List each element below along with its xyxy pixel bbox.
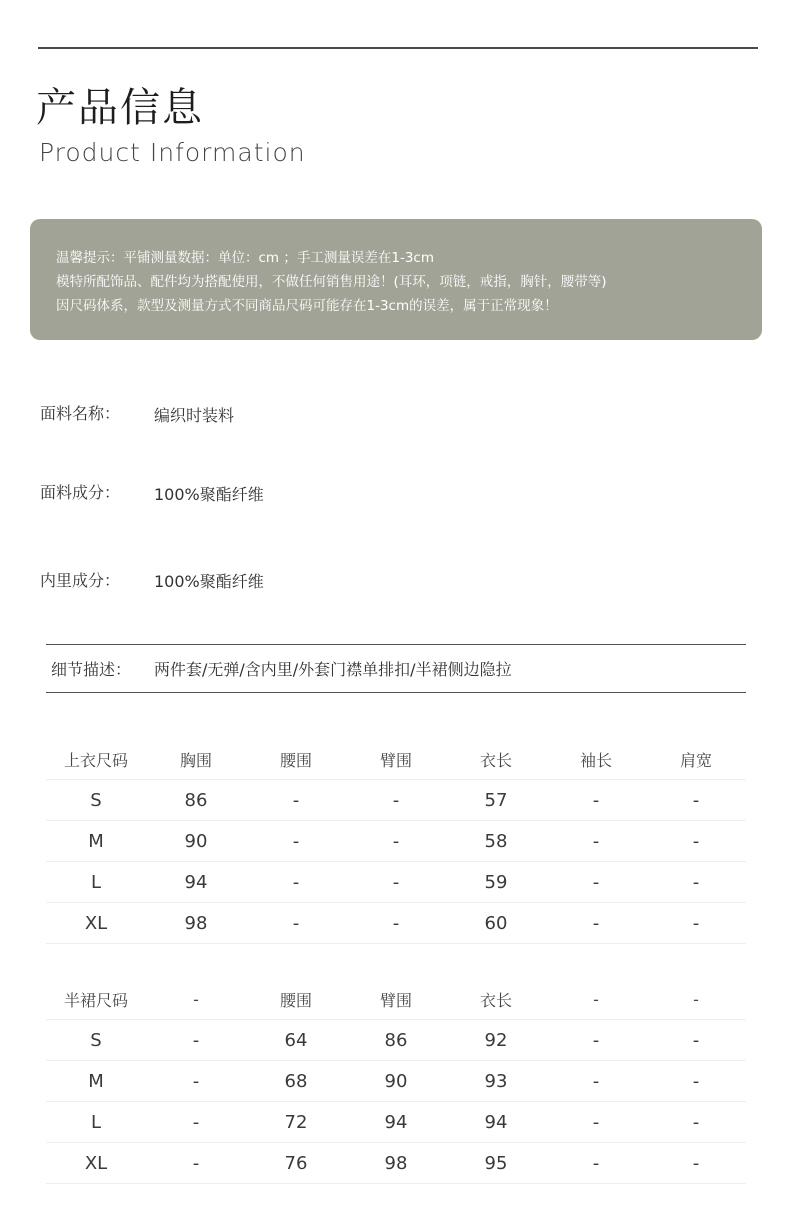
table-header-row (46, 739, 746, 780)
table-cell: - (146, 1061, 246, 1102)
table-cell: - (546, 1020, 646, 1061)
table-cell: M (46, 1061, 146, 1102)
table-cell: 98 (146, 903, 246, 944)
table-row (46, 1061, 746, 1102)
skirt-size-table (46, 979, 746, 1184)
detail-value: 两件套/无弹/含内里/外套门襟单排扣/半裙侧边隐拉 (154, 660, 512, 679)
table-cell: - (546, 821, 646, 862)
table-row (46, 862, 746, 903)
header-cell: - (546, 979, 646, 1020)
table-cell: L (46, 1102, 146, 1143)
header-cell: 腰围 (246, 739, 346, 780)
table-cell: M (46, 821, 146, 862)
notice-box (30, 219, 762, 340)
table-row (46, 1143, 746, 1184)
header-cell: 衣长 (446, 739, 546, 780)
table-cell: 95 (446, 1143, 546, 1184)
table-cell: - (546, 862, 646, 903)
table-cell: 60 (446, 903, 546, 944)
fabric-composition-label: 面料成分： (40, 483, 121, 502)
table-cell: 76 (246, 1143, 346, 1184)
table-cell: 86 (346, 1020, 446, 1061)
header-cell: - (646, 979, 746, 1020)
header-cell: 半裙尺码 (46, 979, 146, 1020)
table-cell: 94 (446, 1102, 546, 1143)
header-cell: 袖长 (546, 739, 646, 780)
lining-composition-label: 内里成分： (40, 571, 121, 590)
table-cell: - (246, 862, 346, 903)
table-cell: 93 (446, 1061, 546, 1102)
table-cell: 64 (246, 1020, 346, 1061)
header-cell: 胸围 (146, 739, 246, 780)
table-cell: - (346, 903, 446, 944)
table-cell: - (646, 862, 746, 903)
table-cell: 98 (346, 1143, 446, 1184)
detail-bottom-divider (46, 692, 746, 693)
table-cell: 68 (246, 1061, 346, 1102)
table-cell: 90 (346, 1061, 446, 1102)
table-cell: - (646, 1061, 746, 1102)
table-cell: - (646, 903, 746, 944)
table-row (46, 821, 746, 862)
table-cell: 72 (246, 1102, 346, 1143)
detail-top-divider (46, 644, 746, 645)
table-cell: - (546, 903, 646, 944)
table-cell: - (546, 1143, 646, 1184)
table-cell: - (346, 862, 446, 903)
top-divider (38, 47, 758, 49)
table-cell: - (146, 1020, 246, 1061)
table-cell: - (546, 1061, 646, 1102)
table-cell: 58 (446, 821, 546, 862)
table-cell: - (246, 903, 346, 944)
notice-line: 模特所配饰品、配件均为搭配使用，不做任何销售用途！(耳环，项链，戒指，胸针，腰带等) (56, 274, 607, 290)
table-row (46, 780, 746, 821)
header-cell: 衣长 (446, 979, 546, 1020)
fabric-composition-value: 100%聚酯纤维 (154, 485, 264, 504)
header-cell: 臂围 (346, 979, 446, 1020)
table-cell: S (46, 780, 146, 821)
table-cell: - (646, 821, 746, 862)
page-subtitle: Product Information (39, 138, 306, 167)
table-cell: 57 (446, 780, 546, 821)
table-cell: 94 (146, 862, 246, 903)
lining-composition-value: 100%聚酯纤维 (154, 572, 264, 591)
table-cell: - (546, 780, 646, 821)
table-cell: - (346, 821, 446, 862)
table-cell: 92 (446, 1020, 546, 1061)
table-cell: - (246, 780, 346, 821)
table-cell: L (46, 862, 146, 903)
detail-label: 细节描述： (51, 660, 132, 679)
table-cell: - (346, 780, 446, 821)
header-cell: 上衣尺码 (46, 739, 146, 780)
table-cell: - (646, 1102, 746, 1143)
table-cell: - (146, 1102, 246, 1143)
header-cell: 臂围 (346, 739, 446, 780)
table-cell: 59 (446, 862, 546, 903)
table-row (46, 1102, 746, 1143)
table-row (46, 1020, 746, 1061)
header-cell: 腰围 (246, 979, 346, 1020)
table-cell: 86 (146, 780, 246, 821)
table-cell: S (46, 1020, 146, 1061)
table-cell: 90 (146, 821, 246, 862)
notice-line: 温馨提示：平铺测量数据：单位：cm ；手工测量误差在1-3cm (56, 250, 434, 266)
table-cell: 94 (346, 1102, 446, 1143)
fabric-name-label: 面料名称： (40, 404, 121, 423)
table-row (46, 903, 746, 944)
notice-line: 因尺码体系，款型及测量方式不同商品尺码可能存在1-3cm的误差，属于正常现象！ (56, 298, 558, 314)
table-cell: - (646, 1020, 746, 1061)
table-cell: - (646, 1143, 746, 1184)
table-cell: - (146, 1143, 246, 1184)
table-cell: XL (46, 1143, 146, 1184)
fabric-name-value: 编织时装料 (154, 406, 235, 425)
top-size-table (46, 739, 746, 944)
header-cell: - (146, 979, 246, 1020)
header-cell: 肩宽 (646, 739, 746, 780)
table-header-row (46, 979, 746, 1020)
table-cell: - (646, 780, 746, 821)
page-title: 产品信息 (36, 85, 204, 131)
table-cell: - (546, 1102, 646, 1143)
table-cell: XL (46, 903, 146, 944)
table-cell: - (246, 821, 346, 862)
